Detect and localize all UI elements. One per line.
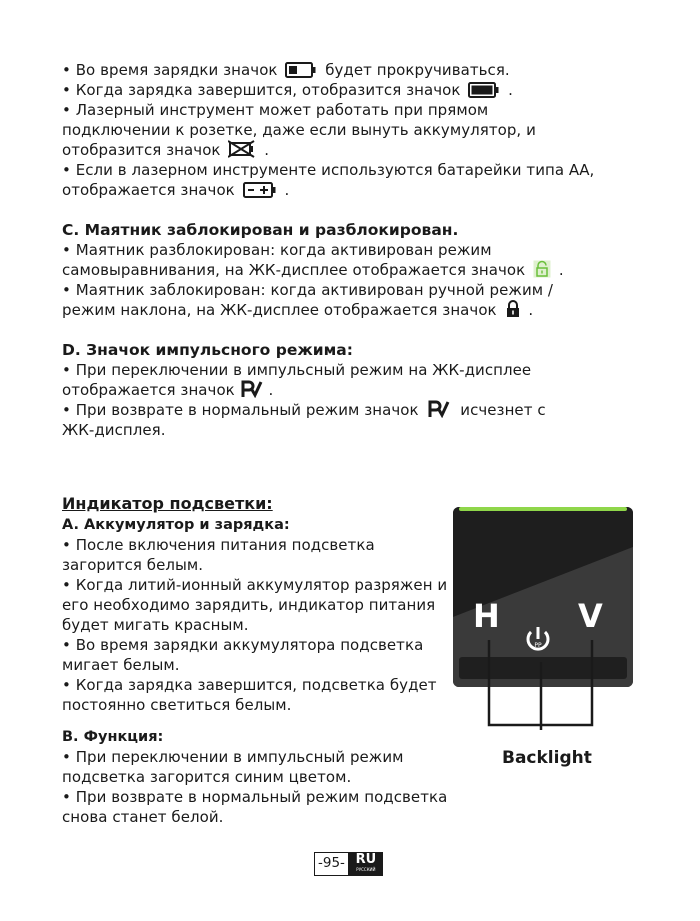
battery-full-icon — [468, 82, 500, 98]
backlight-b-line: снова станет белой. — [62, 808, 224, 826]
backlight-b-line: подсветка загорится синим цветом. — [62, 768, 352, 786]
backlight-b-line: • При переключении в импульсный режим — [62, 748, 404, 766]
charging-paragraph: • Во время зарядки значок будет прокручиваться. — [62, 61, 510, 79]
section-c-line-1: • Маятник разблокирован: когда активирован режим — [62, 241, 492, 259]
no-battery-icon — [228, 140, 256, 158]
green-accent-strip — [459, 507, 627, 511]
backlight-a-title: A. Аккумулятор и зарядка: — [62, 517, 290, 533]
section-c-line-3: • Маятник заблокирован: когда активирован ручной режим / — [62, 281, 554, 299]
language-badge — [349, 852, 383, 876]
section-c-title: C. Маятник заблокирован и разблокирован. — [62, 221, 459, 239]
backlight-a-line: будет мигать красным. — [62, 616, 249, 634]
language-code: RU — [355, 852, 377, 867]
lock-icon — [505, 300, 521, 318]
section-d-line-2: отображается значок . — [62, 381, 274, 399]
laser-power-line-1: • Лазерный инструмент может работать при прямом — [62, 101, 489, 119]
backlight-a-line: • После включения питания подсветка — [62, 536, 375, 554]
backlight-b-title: B. Функция: — [62, 729, 164, 745]
section-d-line-1: • При переключении в импульсный режим на ЖК-дисплее — [62, 361, 532, 379]
backlight-a-line: его необходимо зарядить, индикатор питания — [62, 596, 436, 614]
pulse-mode-icon — [426, 400, 452, 418]
page-footer — [314, 852, 383, 876]
backlight-callout-lines — [485, 640, 597, 730]
aa-battery-line-2: отображается значок . — [62, 181, 290, 199]
backlight-a-line: постоянно светиться белым. — [62, 696, 292, 714]
power-sub-label: PP — [534, 642, 542, 649]
backlight-heading: Индикатор подсветки: — [62, 494, 273, 513]
battery-charging-icon — [285, 62, 317, 78]
charged-paragraph: • Когда зарядка завершится, отобразится значок . — [62, 81, 513, 99]
unlock-icon — [533, 260, 551, 278]
backlight-label: Backlight — [502, 748, 592, 768]
section-c-line-4: режим наклона, на ЖК-дисплее отображается значок . — [62, 301, 534, 319]
backlight-b-line: • При возврате в нормальный режим подсветка — [62, 788, 448, 806]
language-name: РУССКИЙ — [356, 867, 376, 872]
laser-power-line-2: подключении к розетке, даже если вынуть аккумулятор, и — [62, 121, 536, 139]
backlight-a-line: • Когда зарядка завершится, подсветка будет — [62, 676, 437, 694]
laser-power-line-3: отобразится значок . — [62, 141, 270, 159]
section-d-line-4: ЖК-дисплея. — [62, 421, 166, 439]
aa-battery-icon — [243, 182, 277, 198]
section-d-line-3: • При возврате в нормальный режим значок исчезнет с — [62, 401, 546, 419]
page-number: -95- — [314, 852, 349, 876]
backlight-a-line: загорится белым. — [62, 556, 204, 574]
backlight-a-line: мигает белым. — [62, 656, 180, 674]
aa-battery-line-1: • Если в лазерном инструменте используются батарейки типа АА, — [62, 161, 595, 179]
pulse-mode-icon — [241, 380, 263, 398]
backlight-a-line: • Когда литий-ионный аккумулятор разряжен и — [62, 576, 448, 594]
section-d-title: D. Значок импульсного режима: — [62, 341, 353, 359]
backlight-a-line: • Во время зарядки аккумулятора подсветка — [62, 636, 424, 654]
section-c-line-2: самовыравнивания, на ЖК-дисплее отображается значок . — [62, 261, 564, 279]
v-key: V — [578, 597, 603, 635]
h-key: H — [473, 597, 500, 635]
